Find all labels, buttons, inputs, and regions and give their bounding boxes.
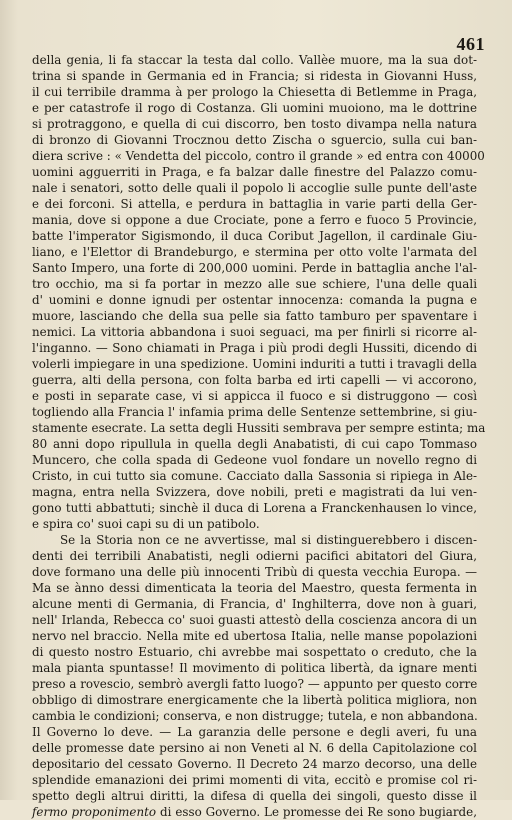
text-line: uomini agguerriti in Praga, e fa balzar dalle finestre del Palazzo comu- [32,165,477,179]
text-line: Santo Impero, una forte di 200,000 uomini. Perde in battaglia anche l'al- [32,261,477,275]
text-line: alcune menti di Germania, di Francia, d' Inghilterra, dove non à guari, [32,597,477,611]
page-number: 461 [456,34,485,54]
text-line: denti dei terribili Anabatisti, negli odierni pacifici abitatori del Giura, [32,549,477,563]
text-line: d' uomini e donne ignudi per ostentar innocenza: comanda la pugna e [32,293,477,307]
text-line: dove formano una delle più innocenti Tribù di questa vecchia Europa. — [32,565,477,579]
text-line: nervo nel braccio. Nella mite ed ubertosa Italia, nelle manse popolazioni [32,629,477,643]
text-line: depositario del cessato Governo. Il Decreto 24 marzo decorso, una delle [32,757,477,771]
text-line: Se la Storia non ce ne avvertisse, mal si distinguerebbero i discen- [60,533,477,547]
text-line: batte l'imperator Sigismondo, il duca Coribut Jagellon, il cardinale Giu- [32,229,477,243]
text-line: mala pianta spuntasse! Il movimento di politica libertà, da ignare menti [32,661,477,675]
text-line: di questo nostro Estuario, chi avrebbe mai sospettato o creduto, che la [32,645,477,659]
text-line: 80 anni dopo ripullula in quella degli Anabatisti, di cui capo Tommaso [32,437,477,451]
text-line: tro occhio, ma si fa portar in mezzo alle sue schiere, l'una delle quali [32,277,477,291]
text-line: gono tutti abbattuti; sinchè il duca di Lorena a Franckenhausen lo vince, [32,501,477,515]
text-line: delle promesse date persino ai non Veneti al N. 6 della Capitolazione col [32,741,477,755]
text-line: e posti in separate case, vi si appicca il fuoco e si distruggono — così [32,389,477,403]
text-line: trina si spande in Germania ed in Francia; si ridesta in Giovanni Huss, [32,69,477,83]
body-text [32,52,486,820]
text-line: stamente esecrate. La setta degli Hussiti sembrava per sempre estinta; ma [32,421,486,435]
text-line: spetto degli altrui diritti, la difesa di quella dei singoli, questo disse il [32,789,477,803]
text-line: della genia, li fa staccar la testa dal collo. Vallèe muore, ma la sua dot- [32,53,477,67]
text-line: Cristo, in cui tutto sia comune. Cacciato dalla Sassonia si ripiega in Ale- [32,469,477,483]
text-line: e spira co' suoi capi su di un patibolo. [32,517,260,531]
text-line: e per catastrofe il rogo di Costanza. Gli uomini muoiono, ma le dottrine [32,101,477,115]
text-line: Muncero, che colla spada di Gedeone vuol fondare un novello regno di [32,453,477,467]
text-line: nemici. La vittoria abbandona i suoi seguaci, ma per finirli si ricorre al- [32,325,477,339]
text-line: liano, e l'Elettor di Brandeburgo, e stermina per otto volte l'armata del [32,245,477,259]
text-line: obbligo di dimostrare energicamente che la libertà politica migliora, non [32,693,477,707]
text-line: muore, lasciando che della sua pelle sia fatto tamburo per spaventare i [32,309,477,323]
text-line: di bronzo di Giovanni Trocznou detto Zischa o sguercio, sulla cui ban- [32,133,477,147]
text-line: il cui terribile dramma à per prologo la Chiesetta di Betlemme in Praga, [32,85,477,99]
text-line: magna, entra nella Svizzera, dove nobili, preti e magistrati da lui ven- [32,485,477,499]
text-line: togliendo alla Francia l' infamia prima delle Sentenze settembrine, si giu- [32,405,477,419]
text-line: guerra, alti della persona, con folta barba ed irti capelli — vi accorono, [32,373,477,387]
text-line: volerli impiegare in una spedizione. Uomini induriti a tutti i travagli della [32,357,477,371]
text-line: mania, dove si oppone a due Crociate, pone a ferro e fuoco 5 Provincie, [32,213,477,227]
text-line: Ma se ànno dessi dimenticata la teoria del Maestro, questa fermenta in [32,581,477,595]
text-line: diera scrive : « Vendetta del piccolo, contro il grande » ed entra con 40000 [32,149,485,163]
text-line: l'inganno. — Sono chiamati in Praga i più prodi degli Hussiti, dicendo di [32,341,477,355]
text-line: si protraggono, e quella di cui discorro, ben tosto divampa nella natura [32,117,477,131]
text-line: fermo proponimento di esso Governo. Le promesse dei Re sono bugiarde, [32,805,477,819]
text-line: preso a rovescio, sembrò avergli fatto luogo? — appunto per questo corre [32,677,478,691]
text-line: e dei forconi. Si attella, e perdura in battaglia in varie parti della Ger- [32,197,477,211]
text-line: Il Governo lo deve. — La garanzia delle persone e degli averi, fu una [32,725,477,739]
text-line: splendide emanazioni dei primi momenti di vita, eccitò e promise col ri- [32,773,477,787]
text-line: nell' Irlanda, Rebecca co' suoi guasti attestò della coscienza ancora di un [32,613,477,627]
text-line: cambia le condizioni; conserva, e non distrugge; tutela, e non abbandona. [32,709,478,723]
text-line: nale i senatori, sotto delle quali il popolo li accoglie sulle punte dell'aste [32,181,477,195]
